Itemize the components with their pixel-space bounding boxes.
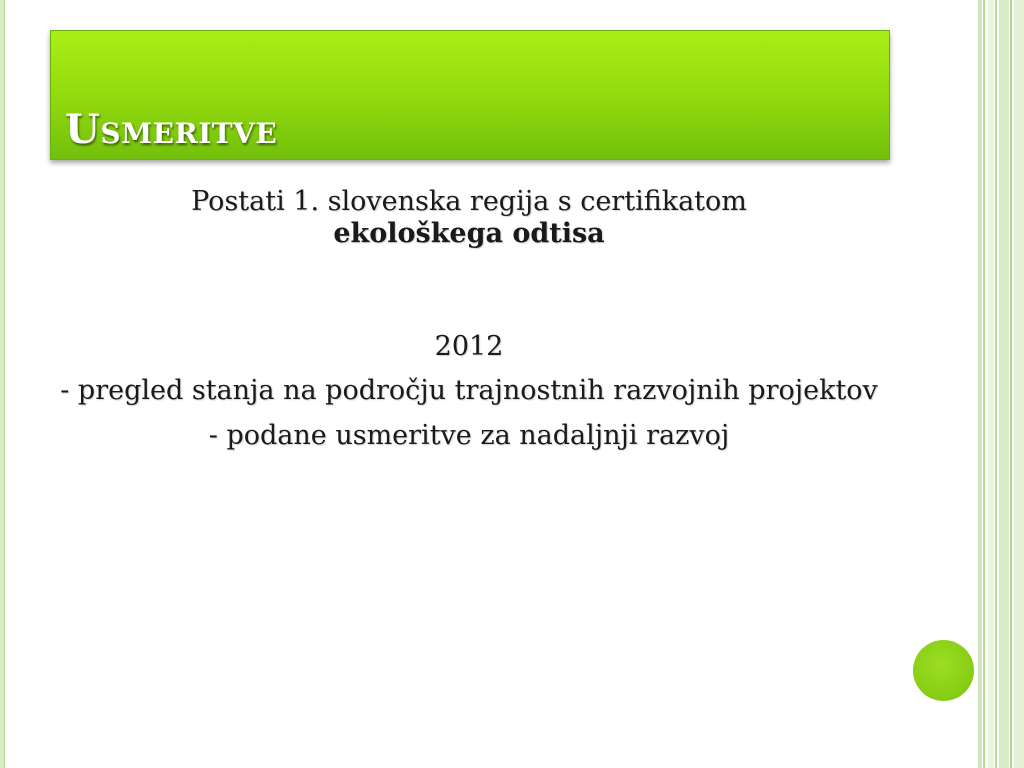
slide-body bbox=[50, 186, 888, 452]
body-line-goal-emphasis: ekološkega odtisa bbox=[333, 218, 605, 250]
decor-stripe bbox=[1010, 0, 1012, 768]
green-circle-decoration bbox=[913, 640, 974, 701]
body-line-guidelines: - podane usmeritve za nadaljnji razvoj bbox=[208, 419, 730, 451]
title-banner bbox=[50, 30, 890, 160]
decor-stripe bbox=[978, 0, 982, 768]
decor-stripe bbox=[1014, 0, 1024, 768]
slide-title: Usmeritve bbox=[65, 106, 278, 153]
body-line-goal: Postati 1. slovenska regija s certifikatom bbox=[191, 186, 747, 217]
decor-stripe bbox=[983, 0, 985, 768]
left-border-line bbox=[0, 0, 5, 768]
spacer bbox=[50, 251, 888, 331]
decor-stripe bbox=[995, 0, 997, 768]
body-line-review: - pregled stanja na področju trajnostnih razvojnih projektov bbox=[60, 375, 878, 407]
decor-stripe bbox=[999, 0, 1009, 768]
spacer bbox=[50, 363, 888, 375]
spacer bbox=[50, 408, 888, 420]
body-line-year: 2012 bbox=[434, 330, 504, 362]
decor-stripe bbox=[988, 0, 994, 768]
